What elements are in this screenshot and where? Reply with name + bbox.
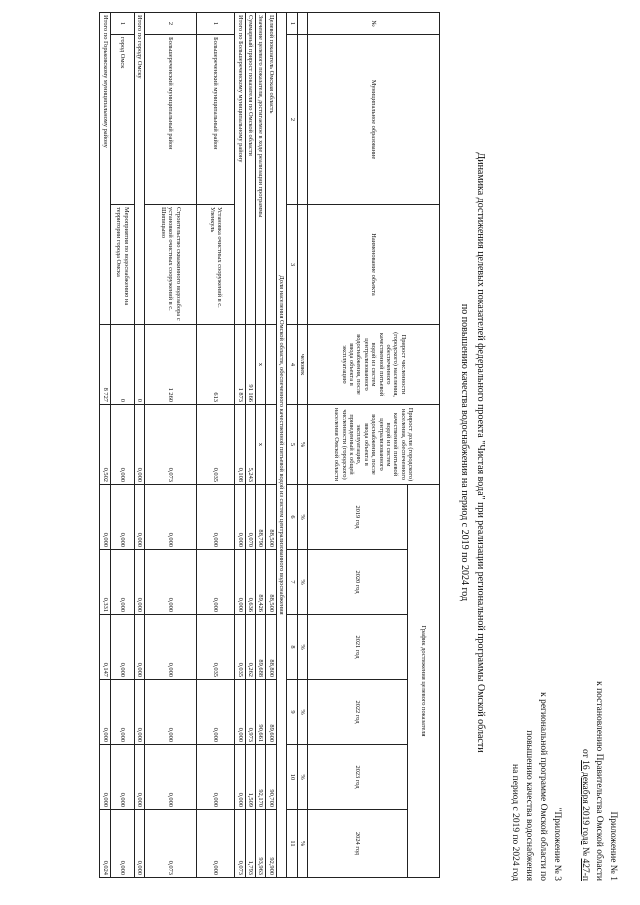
cell-2020: 88,500 [266,550,276,615]
decree-date: 16 декабря 2019 года [580,760,590,845]
unit-people: человек [297,325,307,405]
cell-2023: 92,170 [255,745,265,810]
cell-2024: 0,000 [197,810,235,878]
header-year-2021: 2021 год [308,615,408,680]
row-label: Суммарный прирост показателя по Омской области [245,13,255,325]
decree-date-line [578,681,592,881]
col-number: 3 [287,205,297,325]
cell-2019: 0,000 [110,485,134,550]
cell-share: 0,035 [197,405,235,485]
cell-share [266,405,276,485]
cell-2019: 0,000 [134,485,144,550]
header-increase-share: Прирост доли (городского) населения, обеспеченного качественной питьевой водой из систем централизованного водоснабжения, после ввода объекта в эксплуатацию, приведенный к общей численности (городского) населения Омской области [308,405,440,485]
cell-2020: 0,000 [235,550,245,615]
cell-2022: 0,000 [197,680,235,745]
summary-row-achieved [255,13,265,878]
row-num: 1 [110,13,134,35]
summary-row-target [266,13,276,878]
cell-2021: 0,262 [245,615,255,680]
row-object: Строительство скважинного водозабора с установкой очистных сооружений в с. Шипицыно [145,205,197,325]
cell-2022: 0,000 [134,680,144,745]
cell-people [266,325,276,405]
summary-row-total-increase [245,13,255,878]
cell-2019: 88,790 [255,485,265,550]
cell-share: 0,000 [110,405,134,485]
cell-2020: 0,000 [134,550,144,615]
row-num: 2 [145,13,197,35]
gorkovsky-total-row [100,13,110,878]
table-row [197,13,235,878]
cell-2023: 0,000 [134,745,144,810]
cell-2023: 0,000 [235,745,245,810]
cell-people: 1 873 [235,325,245,405]
header-year-2024: 2024 год [308,810,408,878]
unit-pct: % [297,485,307,550]
col-number: 11 [287,810,297,878]
cell-people: 8 727 [100,325,110,405]
title-line-1: Динамика достижения целевых показателей федерального проекта "Чистая вода" при реализации региональной программы Омской области [475,152,486,753]
appendix3-line: "Приложение № 3 [552,807,562,881]
summary-row-bolsherechensky [235,13,245,878]
cell-2020: 0,636 [245,550,255,615]
cell-2020: 0,000 [197,550,235,615]
cell-2020: 89,426 [255,550,265,615]
section-row [276,13,286,878]
cell-2023: 0,000 [100,745,110,810]
decree-line: к постановлению Правительства Омской области [594,681,604,881]
section-title: Доля населения Омской области, обеспеченного качественной питьевой водой из систем централизованного водоснабжения [276,13,286,878]
cell-2019: 0,000 [235,485,245,550]
unit-pct: % [297,405,307,485]
title-line-2: по повышению качества водоснабжения на период с 2019 по 2024 год [459,303,470,602]
header-increase-people: Прирост численности (городского) населения, обеспеченного качественной питьевой водой из систем централизованного водоснабжения, после ввода объекта в эксплуатацию [308,325,440,405]
cell-2023: 90,700 [266,745,276,810]
row-num: 1 [197,13,235,35]
header-schedule: График достижения целевого показателя [408,485,440,878]
cell-share: 5,243 [245,405,255,485]
cell-2021: 89,688 [255,615,265,680]
cell-2019: 0,070 [245,485,255,550]
header-object: Наименование объекта [308,205,440,325]
cell-2023: 0,000 [145,745,197,810]
city-total-row [134,13,144,878]
cell-2021: 88,800 [266,615,276,680]
row-object: Мероприятия по водоснабжению на территории города Омска [110,205,134,325]
cell-people: 0 [110,325,134,405]
row-object: Установка очистных сооружений в с. Уленкуль [197,205,235,325]
cell-people: х [255,325,265,405]
program-line-2: повышению качества водоснабжения [524,730,534,881]
from-label: от [580,749,590,758]
cell-2021: 0,147 [100,615,110,680]
cell-2021: 0,000 [110,615,134,680]
cell-2021: 0,000 [134,615,144,680]
col-number: 7 [287,550,297,615]
row-label: Целевой показатель Омская область [266,13,276,325]
cell-2022: 0,000 [110,680,134,745]
appendix-line: Приложение № 1 [608,811,618,881]
row-municipality: Большереченский муниципальный район [197,35,235,205]
indicators-table [99,12,440,878]
cell-2022: 0,000 [145,680,197,745]
cell-2022: 89,600 [266,680,276,745]
cell-2022: 0,000 [235,680,245,745]
cell-2024: 0,073 [145,810,197,878]
cell-2021: 0,035 [235,615,245,680]
header-year-2020: 2020 год [308,550,408,615]
cell-2024: 0,000 [134,810,144,878]
col-number: 10 [287,745,297,810]
cell-2024: 0,073 [235,810,245,878]
col-number: 2 [287,35,297,205]
row-municipality: Большереченский муниципальный район [145,35,197,205]
cell-2019: 88,500 [266,485,276,550]
cell-2021: 0,000 [145,615,197,680]
unit-pct: % [297,615,307,680]
row-label: Итого по Большереченскому муниципальному району [235,13,245,325]
cell-2019: 0,000 [100,485,110,550]
cell-2022: 0,973 [245,680,255,745]
cell-2023: 0,000 [197,745,235,810]
program-period-line: на период с 2019 по 2024 год [510,763,520,881]
program-line: к региональной программе Омской области по [538,692,548,881]
cell-2024: 1,793 [245,810,255,878]
cell-2021: 0,035 [197,615,235,680]
col-number: 4 [287,325,297,405]
cell-2023: 0,000 [110,745,134,810]
row-label: Значение целевого показателя, достигаемое в ходе реализации программы [255,13,265,325]
cell-share: х [255,405,265,485]
cell-2019: 0,000 [197,485,235,550]
number-label: № [580,847,590,857]
cell-2020: 0,331 [100,550,110,615]
row-municipality: город Омск [110,35,134,205]
header-year-2019: 2019 год [308,485,408,550]
header-num: № [308,13,440,35]
document-title [456,20,488,885]
header-municipality: Муниципальное образование [308,35,440,205]
col-number: 1 [287,13,297,35]
col-number: 9 [287,680,297,745]
cell-people: 613 [197,325,235,405]
cell-share: 0,108 [235,405,245,485]
table-row [110,13,134,878]
cell-2020: 0,000 [145,550,197,615]
units-row [297,13,307,878]
cell-2022: 0,000 [100,680,110,745]
cell-2024: 92,900 [266,810,276,878]
cell-2024: 0,000 [110,810,134,878]
cell-2024: 0,024 [100,810,110,878]
cell-share: 0,000 [134,405,144,485]
cell-2022: 90,661 [255,680,265,745]
table-row [145,13,197,878]
col-number: 5 [287,405,297,485]
cell-2020: 0,000 [110,550,134,615]
cell-2023: 1,509 [245,745,255,810]
unit-pct: % [297,810,307,878]
row-label: Итого по городу Омску [134,13,144,325]
decree-number: 427-п [580,858,590,881]
header-year-2022: 2022 год [308,680,408,745]
col-number: 6 [287,485,297,550]
unit-pct: % [297,680,307,745]
row-label: Итого по Горьковскому муниципальному району [100,13,110,325]
unit-pct: % [297,550,307,615]
cell-2019: 0,000 [145,485,197,550]
document-header [508,681,620,881]
cell-share: 0,502 [100,405,110,485]
cell-people: 0 [134,325,144,405]
cell-share: 0,073 [145,405,197,485]
cell-people: 1 260 [145,325,197,405]
header-year-2023: 2023 год [308,745,408,810]
unit-pct: % [297,745,307,810]
col-number: 8 [287,615,297,680]
cell-2024: 93,963 [255,810,265,878]
cell-people: 91 166 [245,325,255,405]
column-number-row [287,13,297,878]
